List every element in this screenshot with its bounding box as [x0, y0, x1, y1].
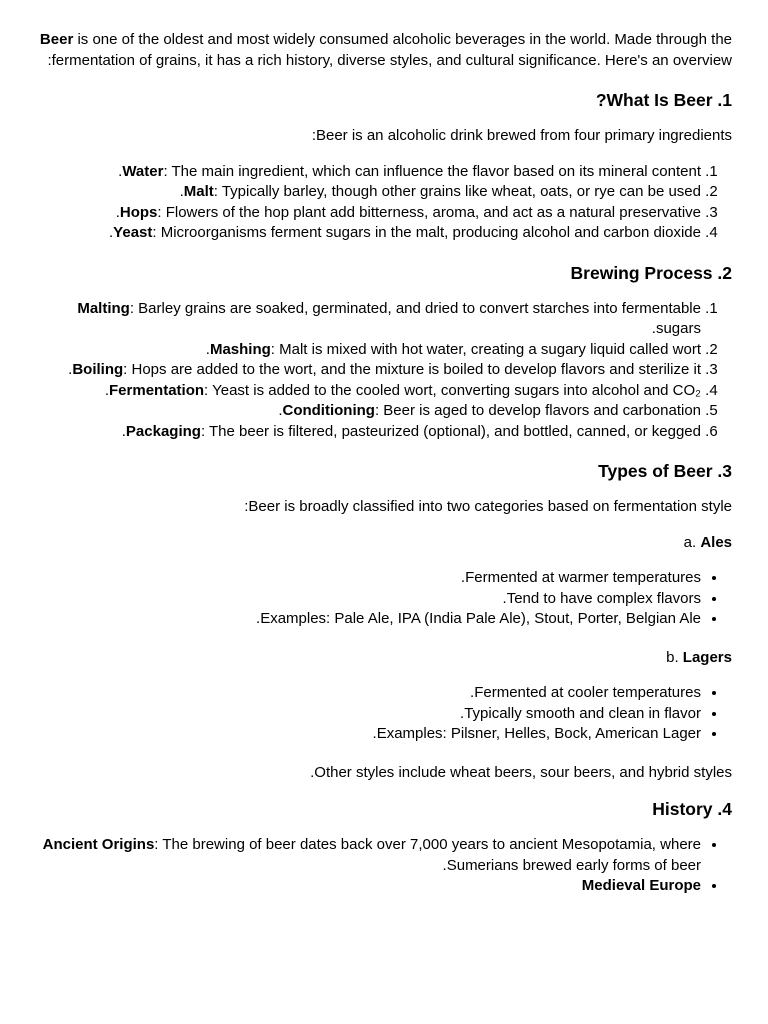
list-item	[36, 360, 701, 381]
other-styles-text: Other styles include wheat beers, sour beers, and hybrid styles.	[310, 763, 732, 781]
item-text: : The main ingredient, which can influence the flavor based on its mineral content.	[118, 162, 701, 180]
section-heading-brewing-process: 2. Brewing Process	[570, 262, 732, 283]
item-term: Malt	[183, 183, 214, 200]
history-list	[36, 835, 732, 897]
item-term: Packaging	[125, 422, 201, 440]
list-item: • Typically smooth and clean in flavor.	[36, 704, 701, 725]
subheading-lagers	[36, 648, 732, 669]
list-item	[36, 381, 701, 402]
item-term: Fermentation	[109, 381, 205, 399]
intro-text: is one of the oldest and most widely consumed alcoholic beverages in the world. Made through the fermentation of grains, it has a rich history, diverse styles, and cultural significance. Here's an overview:	[47, 31, 732, 69]
item-term: Ancient Origins	[42, 836, 155, 853]
intro-lead: Beer	[39, 31, 74, 48]
section-description: Beer is broadly classified into two categories based on fermentation style:	[244, 498, 732, 515]
list-item	[36, 835, 701, 876]
section-heading-types-of-beer: 3. Types of Beer	[598, 461, 732, 481]
list-item: • Examples: Pale Ale, IPA (India Pale Ale), Stout, Porter, Belgian Ale.	[36, 609, 701, 630]
list-item	[36, 340, 701, 361]
item-text: : The beer is filtered, pasteurized (optional), and bottled, canned, or kegged.	[121, 422, 701, 440]
list-item: • Tend to have complex flavors.	[36, 589, 701, 610]
item-term: Medieval Europe	[581, 877, 701, 894]
ales-list	[36, 568, 732, 630]
subheading-prefix: b.	[666, 648, 683, 666]
list-item: • Fermented at cooler temperatures.	[36, 683, 701, 704]
list-item: • Fermented at warmer temperatures.	[36, 568, 701, 589]
list-item	[36, 203, 701, 224]
item-text: : Barley grains are soaked, germinated, and dried to convert starches into fermentable sugars.	[129, 299, 701, 337]
list-item	[36, 182, 701, 203]
item-term: Malting	[77, 299, 130, 317]
list-item	[36, 422, 701, 443]
lagers-list	[36, 683, 732, 745]
list-item	[36, 401, 701, 422]
intro-paragraph	[36, 30, 732, 71]
item-term: Boiling	[72, 361, 124, 378]
subheading-ales	[36, 533, 732, 554]
item-term: Mashing	[209, 340, 271, 358]
section-description: Beer is an alcoholic drink brewed from four primary ingredients:	[311, 127, 732, 144]
section-heading-history: 4. History	[652, 799, 732, 819]
item-text: : Yeast is added to the cooled wort, converting sugars into alcohol and CO₂.	[104, 381, 701, 399]
section-heading-what-is-beer: 1. What Is Beer?	[595, 90, 732, 110]
item-term: Hops	[119, 203, 158, 221]
list-item	[36, 223, 701, 244]
item-text: : Flowers of the hop plant add bitterness, aroma, and act as a natural preservative.	[115, 203, 701, 221]
item-term: Yeast	[113, 224, 153, 241]
subheading-title: Lagers	[682, 648, 732, 666]
ingredients-list	[36, 162, 732, 244]
list-item: • Examples: Pilsner, Helles, Bock, American Lager.	[36, 724, 701, 745]
brewing-steps-list	[36, 299, 732, 443]
list-item	[36, 876, 701, 897]
item-term: Conditioning	[282, 402, 375, 419]
item-text: : Malt is mixed with hot water, creating a sugary liquid called wort.	[205, 340, 701, 358]
subheading-title: Ales	[700, 533, 732, 551]
item-text: : The brewing of beer dates back over 7,000 years to ancient Mesopotamia, where Sumerians brewed early forms of beer.	[154, 836, 701, 874]
list-item	[36, 162, 701, 183]
item-text: : Microorganisms ferment sugars in the malt, producing alcohol and carbon dioxide.	[109, 224, 701, 241]
list-item	[36, 299, 701, 340]
item-text: : Typically barley, though other grains like wheat, oats, or rye can be used.	[179, 183, 701, 200]
item-text: : Hops are added to the wort, and the mixture is boiled to develop flavors and sterilize it.	[68, 361, 701, 378]
subheading-prefix: a.	[683, 533, 701, 551]
item-term: Water	[122, 162, 164, 180]
item-text: : Beer is aged to develop flavors and carbonation.	[278, 402, 701, 419]
